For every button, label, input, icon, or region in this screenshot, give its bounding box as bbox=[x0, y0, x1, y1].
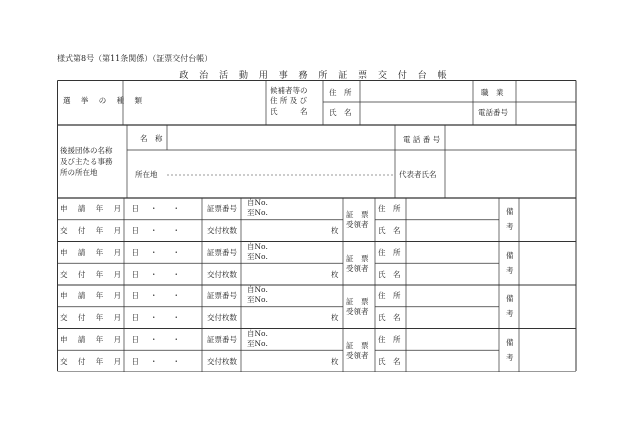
cert-from-number: 自No. bbox=[247, 198, 268, 207]
form-identifier: 様式第8号（第11条関係）（証票交付台帳） bbox=[57, 54, 213, 63]
remarks-label-line1: 備 bbox=[506, 294, 514, 303]
apply-date-label: 申 請 年 月 日 bbox=[60, 291, 144, 300]
issue-date-value: ・ ・ bbox=[150, 226, 180, 235]
issue-date-label: 交 付 年 月 日 bbox=[60, 313, 144, 322]
cert-from-number: 自No. bbox=[247, 285, 268, 294]
cert-from-number: 自No. bbox=[247, 241, 268, 251]
count-unit: 枚 bbox=[331, 269, 339, 279]
recipient-name-label: 氏 名 bbox=[378, 226, 401, 235]
apply-date-value: ・ ・ bbox=[150, 247, 180, 257]
election-type-label: 選 挙 の 種 類 bbox=[63, 96, 147, 105]
recipient-address-label: 住 所 bbox=[378, 204, 401, 213]
candidate-phone-label: 電話番号 bbox=[478, 108, 508, 117]
remarks-label-line2: 考 bbox=[506, 352, 514, 362]
remarks-label-line2: 考 bbox=[506, 265, 514, 275]
recipient-address-label: 住 所 bbox=[378, 334, 401, 344]
apply-date-label: 申 請 年 月 日 bbox=[60, 204, 144, 213]
org-location-label: 所在地 bbox=[135, 170, 158, 179]
recipient-name-label: 氏 名 bbox=[378, 356, 401, 366]
recipient-label-line2: 受領者 bbox=[346, 220, 369, 229]
remarks-label-line1: 備 bbox=[506, 207, 514, 216]
remarks-label-line2: 考 bbox=[506, 222, 514, 231]
recipient-address-label: 住 所 bbox=[378, 291, 401, 300]
candidate-label-line3: 氏 名 bbox=[270, 107, 308, 116]
recipient-label-line1: 証 票 bbox=[346, 253, 369, 263]
representative-name-label: 代表者氏名 bbox=[399, 170, 437, 179]
recipient-address-label: 住 所 bbox=[378, 247, 401, 257]
apply-date-label: 申 請 年 月 日 bbox=[60, 247, 144, 257]
candidate-label-line2: 住 所 及 び bbox=[270, 96, 308, 105]
recipient-name-label: 氏 名 bbox=[378, 269, 401, 279]
org-label-line2: 及び主たる事務 bbox=[60, 157, 113, 166]
cert-to-number: 至No. bbox=[247, 338, 268, 348]
issue-date-value: ・ ・ bbox=[150, 356, 180, 366]
apply-date-value: ・ ・ bbox=[150, 291, 180, 300]
cert-to-number: 至No. bbox=[247, 251, 268, 261]
issue-count-label: 交付枚数 bbox=[207, 269, 237, 279]
remarks-label-line2: 考 bbox=[506, 309, 514, 318]
recipient-label-line1: 証 票 bbox=[346, 297, 369, 306]
candidate-name-label: 氏 名 bbox=[329, 108, 352, 117]
issue-date-label: 交 付 年 月 日 bbox=[60, 356, 144, 366]
issue-date-value: ・ ・ bbox=[150, 313, 180, 322]
register-table bbox=[57, 80, 577, 372]
occupation-label: 職 業 bbox=[481, 88, 504, 97]
recipient-label-line1: 証 票 bbox=[346, 210, 369, 219]
candidate-label-line1: 候補者等の bbox=[270, 86, 308, 95]
cert-to-number: 至No. bbox=[247, 295, 268, 304]
cert-number-label: 証票番号 bbox=[207, 247, 237, 257]
recipient-label-line1: 証 票 bbox=[346, 340, 369, 350]
count-unit: 枚 bbox=[331, 313, 339, 322]
issue-count-label: 交付枚数 bbox=[207, 226, 237, 235]
recipient-label-line2: 受領者 bbox=[346, 350, 369, 360]
issue-count-label: 交付枚数 bbox=[207, 356, 237, 366]
cert-from-number: 自No. bbox=[247, 328, 268, 338]
count-unit: 枚 bbox=[331, 356, 339, 366]
cert-to-number: 至No. bbox=[247, 208, 268, 217]
issue-date-label: 交 付 年 月 日 bbox=[60, 269, 144, 279]
apply-date-value: ・ ・ bbox=[150, 334, 180, 344]
apply-date-label: 申 請 年 月 日 bbox=[60, 334, 144, 344]
org-label-line3: 所の所在地 bbox=[60, 168, 98, 177]
candidate-address-label: 住 所 bbox=[329, 88, 352, 97]
count-unit: 枚 bbox=[331, 226, 339, 235]
remarks-label-line1: 備 bbox=[506, 337, 514, 347]
issue-count-label: 交付枚数 bbox=[207, 313, 237, 322]
cert-number-label: 証票番号 bbox=[207, 291, 237, 300]
issue-date-label: 交 付 年 月 日 bbox=[60, 226, 144, 235]
remarks-label-line1: 備 bbox=[506, 250, 514, 260]
recipient-label-line2: 受領者 bbox=[346, 307, 369, 316]
org-phone-label: 電 話 番 号 bbox=[403, 135, 441, 144]
issue-date-value: ・ ・ bbox=[150, 269, 180, 279]
apply-date-value: ・ ・ bbox=[150, 204, 180, 213]
cert-number-label: 証票番号 bbox=[207, 334, 237, 344]
form-title: 政 治 活 動 用 事 務 所 証 票 交 付 台 帳 bbox=[179, 71, 451, 81]
org-name-label: 名 称 bbox=[140, 134, 163, 143]
recipient-label-line2: 受領者 bbox=[346, 263, 369, 273]
cert-number-label: 証票番号 bbox=[207, 204, 237, 213]
recipient-name-label: 氏 名 bbox=[378, 313, 401, 322]
org-label-line1: 後援団体の名称 bbox=[60, 146, 113, 155]
